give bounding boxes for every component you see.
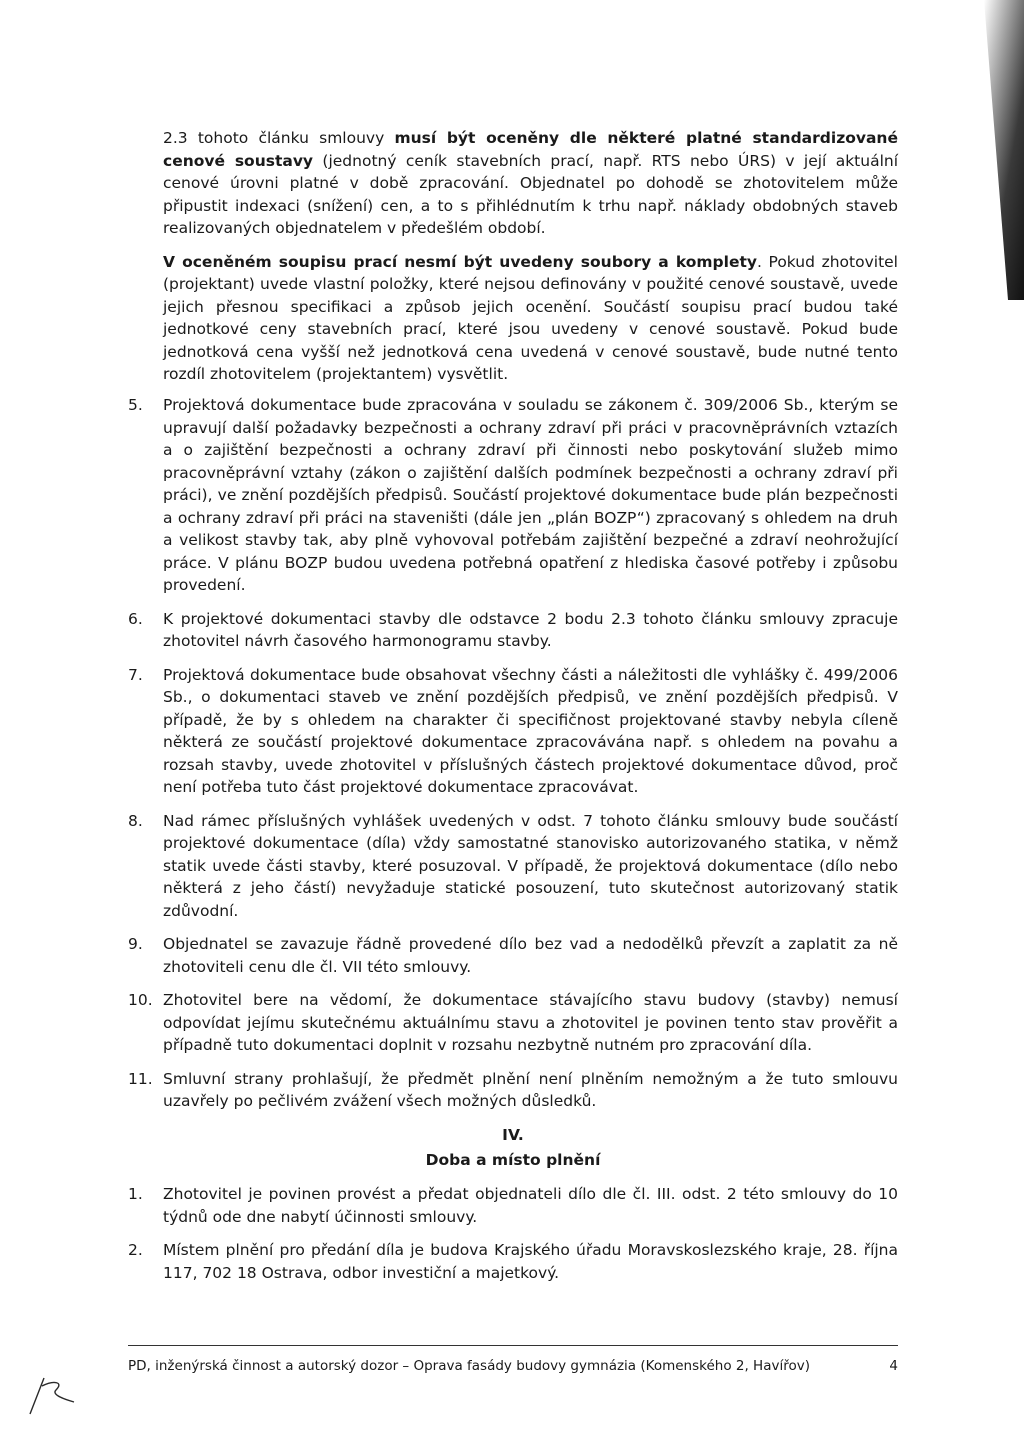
intro-p1-rest: (jednotný ceník stavebních prací, např. RTS nebo ÚRS) v její aktuální cenové úrovni platné v době zpracování. Objednatel po dohodě se zhotovitelem může připustit indexaci (snížení) cen, a to s přihlédnutím k trhu např. náklady obdobných staveb realizovaných objednatelem v předešlém období. xyxy=(163,151,899,237)
scan-edge-shadow xyxy=(984,0,1024,300)
item-text: Projektová dokumentace bude obsahovat všechny části a náležitosti dle vyhlášky č. 499/2006 Sb., o dokumentaci staveb ve znění pozdějších předpisů, ve znění pozdějších předpisů. V případě, že by s ohledem na charakter či specifičnost projektované stavby nebyla cíleně některá ze součástí projektové dokumentace zpracovávána např. s ohledem na povahu a rozsah stavby, uvede zhotovitel v příslušných částech projektové dokumentace důvod, proč není potřeba tuto část projektové dokumentace zpracovávat. xyxy=(163,665,898,796)
section-title: Doba a místo plnění xyxy=(425,1151,601,1169)
footer xyxy=(128,1358,898,1374)
list-item xyxy=(128,810,898,923)
clause-list xyxy=(128,394,898,1124)
item-text: K projektové dokumentaci stavby dle odstavce 2 bodu 2.3 tohoto článku smlouvy zpracuje zhotovitel návrh časového harmonogramu stavby. xyxy=(163,609,898,650)
intro-block xyxy=(163,127,898,397)
intro-p1-lead: 2.3 tohoto článku smlouvy xyxy=(163,129,395,147)
item-text: Místem plnění pro předání díla je budova Krajského úřadu Moravskoslezského kraje, 28. října 117, 702 18 Ostrava, odbor investiční a majetkový. xyxy=(163,1241,898,1282)
list-item xyxy=(128,664,898,799)
list-item xyxy=(128,1068,898,1113)
list-item xyxy=(128,394,898,597)
item-number: 1. xyxy=(128,1185,143,1203)
list-item xyxy=(128,989,898,1057)
item-text: Nad rámec příslušných vyhlášek uvedených v odst. 7 tohoto článku smlouvy bude součástí projektové dokumentace (díla) vždy samostatné stanovisko autorizovaného statika, v němž statik uvede části stavby, které posuzoval. V případě, že projektová dokumentace (dílo nebo některá z jeho částí) nevyžaduje statické posouzení, tuto skutečnost autorizovaný statik zdůvodní. xyxy=(163,811,898,920)
page-number: 4 xyxy=(889,1358,898,1374)
item-number: 10. xyxy=(128,991,153,1009)
intro-p2-rest: . Pokud zhotovitel (projektant) uvede vlastní položky, které nejsou definovány v použité cenové soustavě, uvede jejich přesnou specifikaci a způsob jejich ocenění. Součástí soupisu prací budou také jednotkové ceny stavebních prací, které jsou uvedeny v cenové soustavě. Pokud bude jednotková cena vyšší než jednotková cena uvedená v cenové soustavě, bude nutné tento rozdíl zhotovitelem (projektantem) vysvětlit. xyxy=(163,252,898,383)
footer-rule xyxy=(128,1345,898,1346)
item-text: Zhotovitel je povinen provést a předat objednateli dílo dle čl. III. odst. 2 této smlouvy do 10 týdnů ode dne nabytí účinnosti smlouvy. xyxy=(163,1185,898,1226)
item-number: 2. xyxy=(128,1241,143,1259)
item-number: 9. xyxy=(128,935,143,953)
list-item xyxy=(128,1183,898,1228)
item-text: Projektová dokumentace bude zpracována v souladu se zákonem č. 309/2006 Sb., kterým se upravují další požadavky bezpečnosti a ochrany zdraví při práci v pracovněprávních vztazích a o zajištění bezpečnosti a ochrany zdraví při činnosti nebo poskytování služeb mimo pracovněprávní vztahy (zákon o zajištění dalších podmínek bezpečnosti a ochrany zdraví při práci), ve znění pozdějších předpisů. Součástí projektové dokumentace bude plán bezpečnosti a ochrany zdraví při práci na staveništi (dále jen „plán BOZP“) zpracovaný s ohledem na druh a velikost stavby tak, aby plně vyhovoval potřebám zajištění bezpečné a zdraví neohrožující práce. V plánu BOZP budou uvedena potřebná opatření z hlediska časové potřeby i způsobu provedení. xyxy=(163,396,898,594)
item-text: Zhotovitel bere na vědomí, že dokumentace stávajícího stavu budovy (stavby) nemusí odpovídat jejímu skutečnému aktuálnímu stavu a zhotovitel je povinen tento stav prověřit a případně tuto dokumentaci doplnit v rozsahu nezbytně nutném pro zpracování díla. xyxy=(163,991,898,1054)
item-number: 5. xyxy=(128,396,143,414)
intro-p2-bold: V oceněném soupisu prací nesmí být uvedeny soubory a komplety xyxy=(163,252,757,271)
item-number: 6. xyxy=(128,609,143,628)
intro-p1-bold: musí být oceněny dle některé platné standardizované cenové soustavy xyxy=(163,129,898,170)
section-clause-list xyxy=(128,1183,898,1295)
list-item xyxy=(128,933,898,978)
item-text: Smluvní strany prohlašují, že předmět plnění není plněním nemožným a že tuto smlouvu uzavřely po pečlivém zvážení všech možných důsledků. xyxy=(163,1069,898,1110)
list-item xyxy=(128,608,898,653)
initials-signature xyxy=(20,1372,80,1417)
item-number: 7. xyxy=(128,665,143,684)
list-item xyxy=(128,1239,898,1284)
footer-text: PD, inženýrská činnost a autorský dozor – Oprava fasády budovy gymnázia (Komenského 2, Havířov) xyxy=(128,1358,810,1374)
item-number: 8. xyxy=(128,811,143,830)
item-text: Objednatel se zavazuje řádně provedené dílo bez vad a nedodělků převzít a zaplatit za ně zhotoviteli cenu dle čl. VII této smlouvy. xyxy=(163,935,898,976)
intro-paragraph-1 xyxy=(163,127,898,240)
intro-paragraph-2 xyxy=(163,251,898,386)
section-number: IV. xyxy=(502,1126,524,1144)
item-number: 11. xyxy=(128,1069,153,1088)
section-heading xyxy=(128,1123,898,1173)
